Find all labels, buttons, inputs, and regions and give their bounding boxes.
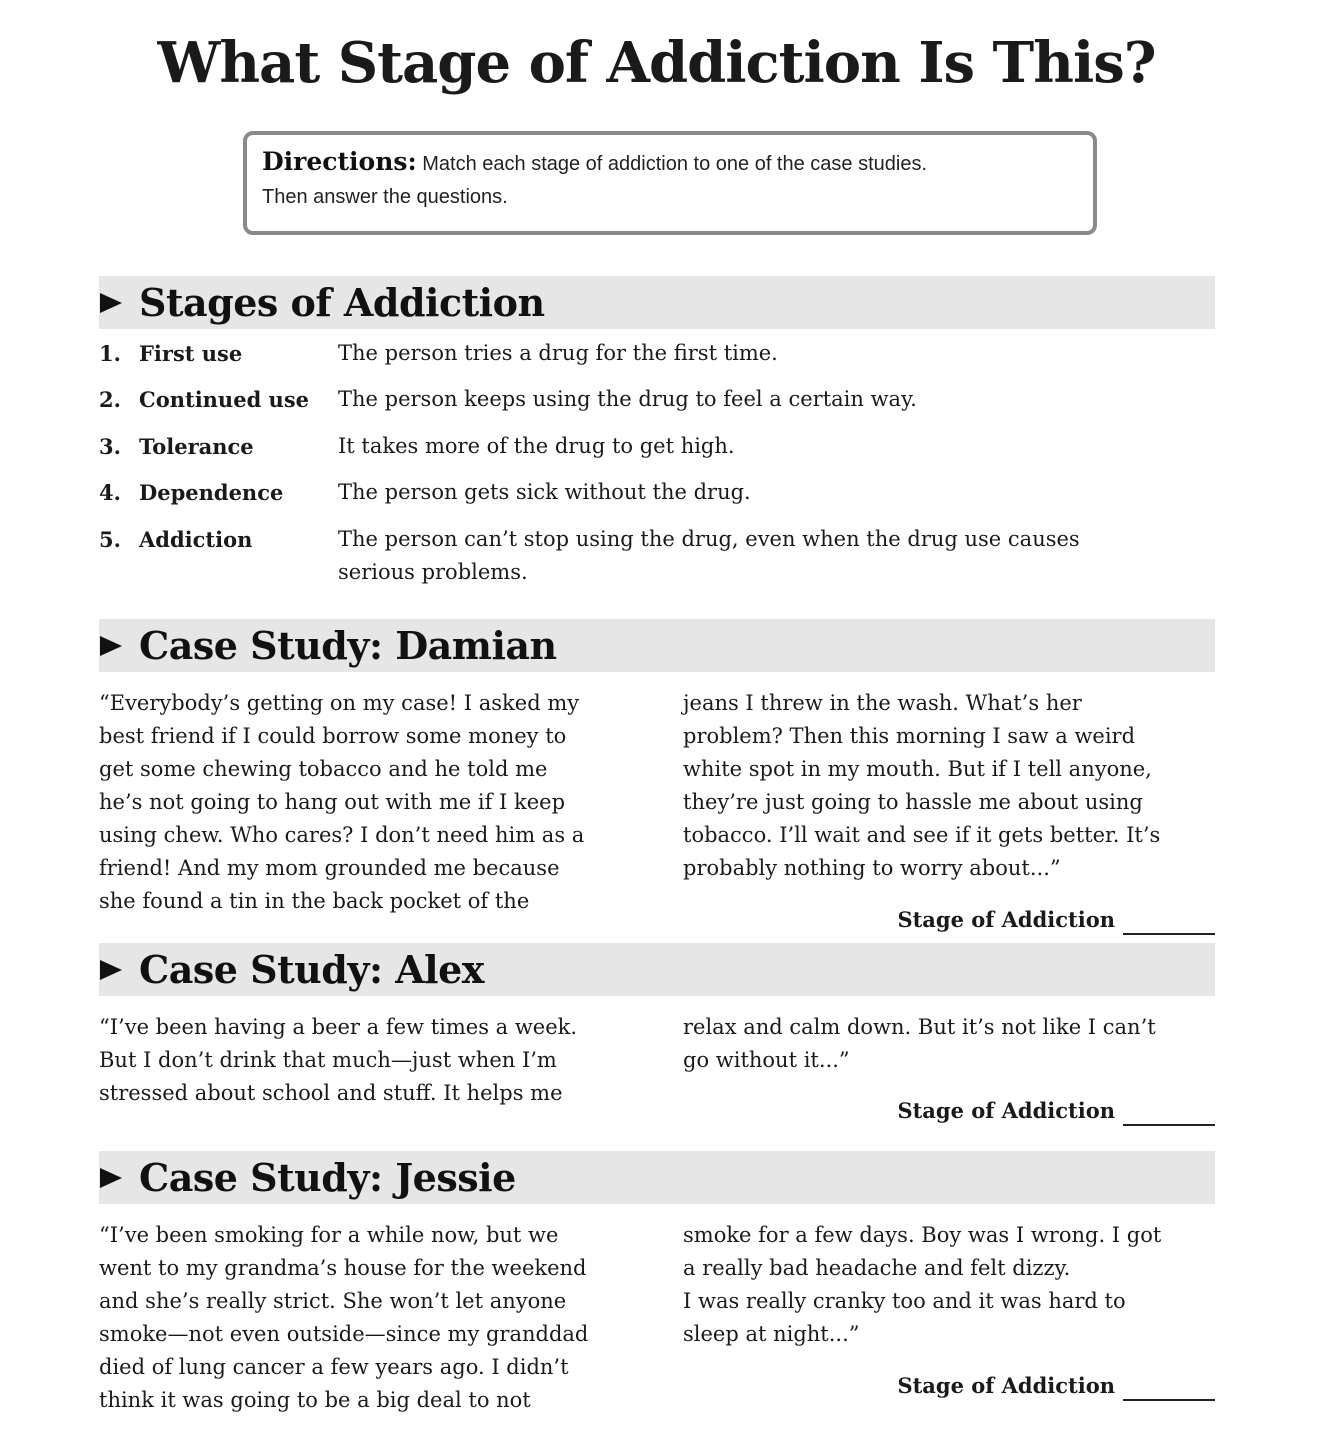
case-damian-header [99,619,1215,672]
text-line: stressed about school and stuff. It helps me [99,1081,563,1105]
stage-definition: It takes more of the drug to get high. [338,434,735,458]
directions-text-1: Match each stage of addiction to one of the case studies. [422,153,928,175]
stage-item [99,337,1215,370]
triangle-arrow-icon [99,958,123,982]
text-line: white spot in my mouth. But if I tell anyone, [683,757,1152,781]
text-line: smoke for a few days. Boy was I wrong. I got [683,1223,1162,1247]
text-line: think it was going to be a big deal to not [99,1388,531,1412]
stage-term: Tolerance [139,434,254,459]
stage-number: 1. [99,341,121,366]
directions-box [243,131,1097,235]
case-damian-text-right [683,687,1223,885]
answer-blank[interactable] [1123,1377,1215,1401]
text-line: problem? Then this morning I saw a weird [683,724,1136,748]
page-title: What Stage of Addiction Is This? [157,30,1156,96]
text-line: relax and calm down. But it’s not like I can’t [683,1015,1156,1039]
triangle-arrow-icon [99,634,123,658]
stage-definition: The person tries a drug for the first time. [338,341,778,365]
stage-definition-line: The person can’t stop using the drug, even when the drug use causes [338,527,1080,551]
stage-definition-line: serious problems. [338,560,528,584]
text-line: she found a tin in the back pocket of the [99,889,530,913]
text-line: But I don’t drink that much—just when I’m [99,1048,557,1072]
text-line: get some chewing tobacco and he told me [99,757,548,781]
case-jessie-stage-answer[interactable] [897,1371,1215,1401]
stage-item [99,430,1215,463]
directions-line-1 [262,145,1078,181]
case-jessie-heading: Case Study: Jessie [139,1155,516,1200]
directions-label: Directions: [262,147,417,176]
text-line: they’re just going to hassle me about using [683,790,1143,814]
stage-term: Addiction [139,527,253,552]
stage-label: Stage of Addiction [897,907,1115,932]
stage-item [99,476,1215,509]
stages-heading: Stages of Addiction [139,280,545,325]
answer-blank[interactable] [1123,911,1215,935]
stage-item [99,523,1215,589]
stage-term: First use [139,341,243,366]
stage-term: Dependence [139,480,284,505]
text-line: “I’ve been having a beer a few times a week. [99,1015,578,1039]
stage-term: Continued use [139,387,310,412]
stage-label: Stage of Addiction [897,1373,1115,1398]
directions-text-2: Then answer the questions. [262,186,508,208]
text-line: and she’s really strict. She won’t let anyone [99,1289,567,1313]
case-damian-text-left [99,687,639,918]
stages-section-header [99,276,1215,329]
text-line: went to my grandma’s house for the weekend [99,1256,587,1280]
text-line: a really bad headache and felt dizzy. [683,1256,1071,1280]
text-line: jeans I threw in the wash. What’s her [683,691,1082,715]
triangle-arrow-icon [99,1166,123,1190]
text-line: died of lung cancer a few years ago. I didn’t [99,1355,569,1379]
case-jessie-header [99,1151,1215,1204]
case-damian-heading: Case Study: Damian [139,623,557,668]
case-jessie-text-left [99,1219,639,1417]
stage-item [99,383,1215,416]
case-alex-heading: Case Study: Alex [139,947,484,992]
case-damian-stage-answer[interactable] [897,905,1215,935]
stage-number: 4. [99,480,121,505]
case-alex-text-right [683,1011,1223,1077]
case-jessie-text-right [683,1219,1223,1351]
text-line: tobacco. I’ll wait and see if it gets better. It’s [683,823,1161,847]
text-line: probably nothing to worry about...” [683,856,1061,880]
text-line: sleep at night...” [683,1322,860,1346]
case-alex-header [99,943,1215,996]
text-line: smoke—not even outside—since my granddad [99,1322,589,1346]
stage-definition: The person keeps using the drug to feel a certain way. [338,387,917,411]
answer-blank[interactable] [1123,1102,1215,1126]
text-line: “I’ve been smoking for a while now, but we [99,1223,559,1247]
stage-number: 2. [99,387,121,412]
text-line: I was really cranky too and it was hard to [683,1289,1126,1313]
stage-number: 5. [99,527,121,552]
case-alex-text-left [99,1011,639,1110]
text-line: friend! And my mom grounded me because [99,856,560,880]
text-line: using chew. Who cares? I don’t need him as a [99,823,585,847]
case-alex-stage-answer[interactable] [897,1096,1215,1126]
text-line: he’s not going to hang out with me if I keep [99,790,566,814]
stage-definition: The person gets sick without the drug. [338,480,751,504]
text-line: go without it...” [683,1048,850,1072]
stage-number: 3. [99,434,121,459]
stage-definition [338,523,1215,589]
text-line: best friend if I could borrow some money to [99,724,567,748]
stage-label: Stage of Addiction [897,1098,1115,1123]
triangle-arrow-icon [99,291,123,315]
text-line: “Everybody’s getting on my case! I asked my [99,691,580,715]
